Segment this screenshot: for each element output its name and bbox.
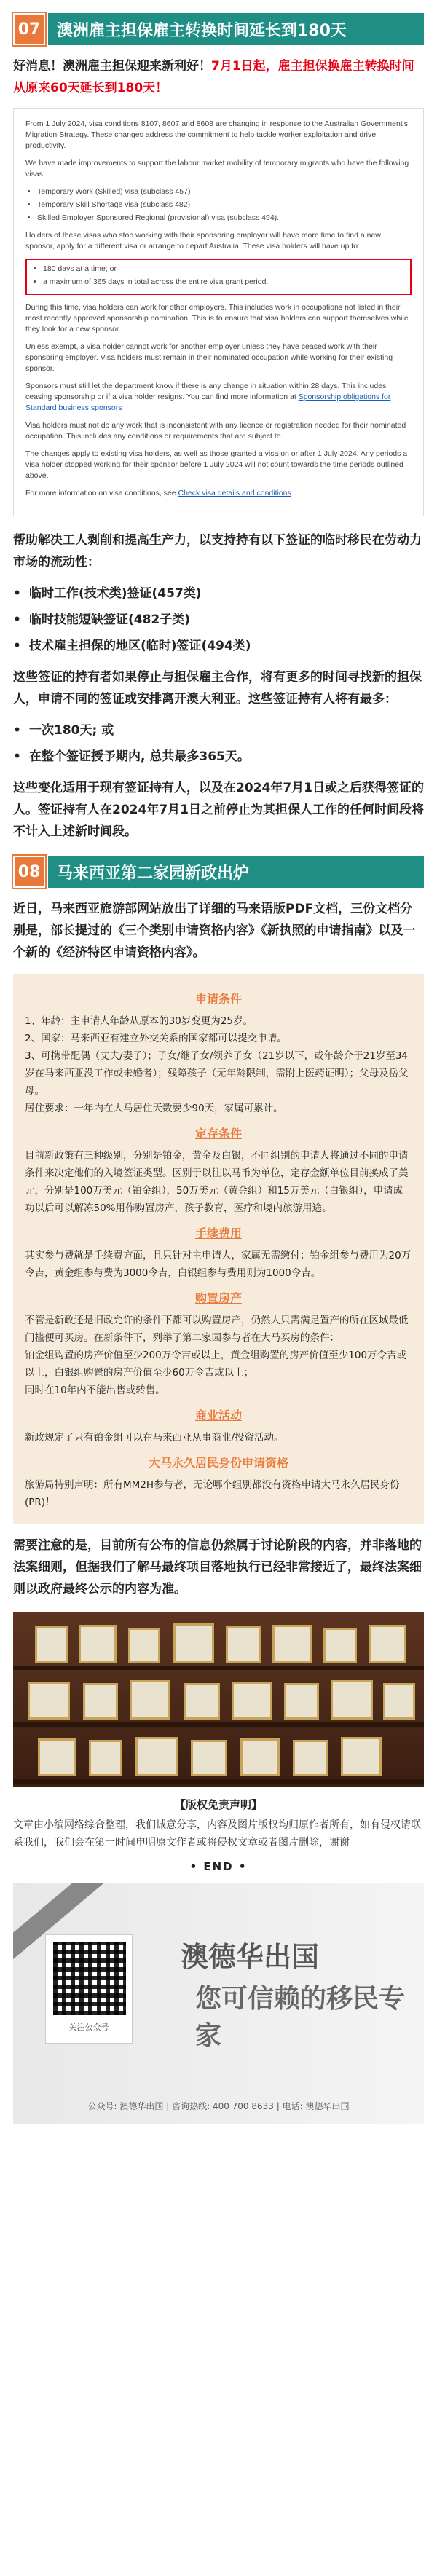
screenshot-paragraph	[25, 381, 412, 414]
visa-bullet-list	[13, 580, 424, 659]
section-header-08	[13, 856, 424, 888]
lead-highlight-text: 7月1日起，雇主担保换雇主转换时间从原来60天延长到180天！	[13, 59, 414, 95]
visa-conditions-link[interactable]: Check visa details and conditions	[178, 489, 291, 497]
bullet-icon: •	[13, 749, 21, 764]
body-paragraph: 需要注意的是，目前所有公布的信息仍然属于讨论阶段的内容，并非落地的法案细则，但据我们了解马最终项目落地执行已经非常接近了，最终法案细则以政府最终公示的内容为准。	[13, 1538, 422, 1596]
list-item	[13, 580, 424, 607]
list-item-text: 一次180天; 或	[29, 723, 114, 738]
list-item	[13, 633, 424, 659]
certificate-frame	[383, 1683, 415, 1720]
certificate-frame	[341, 1737, 382, 1776]
body-paragraph: 这些变化适用于现有签证持有人，以及在2024年7月1日或之后获得签证的人。签证持有人在2024年7月1日之前停止为其担保人工作的任何时间段将不计入上述新时间段。	[13, 781, 424, 839]
body-paragraph: 这些签证的持有者如果停止与担保雇主合作，将有更多的时间寻找新的担保人，申请不同的签证或安排离开澳大利亚。这些签证持有人将有最多：	[13, 670, 422, 706]
body-paragraph: 帮助解决工人剥削和提高生产力，以支持持有以下签证的临时移民在劳动力市场的流动性：	[13, 533, 422, 570]
end-marker: • END •	[189, 1860, 248, 1873]
rule-title: 手续费用	[194, 1226, 242, 1240]
screenshot-paragraph: Holders of these visas who stop working with their sponsoring employer will have more time to find a new sponsor, apply for a different visa or arrange to depart Australia. These visa holders will have up to:	[25, 231, 381, 251]
certificate-frame	[323, 1628, 357, 1663]
certificate-frame	[191, 1740, 227, 1776]
section-number: 07	[13, 13, 45, 45]
brand-name: 澳德华出国	[181, 1941, 320, 1973]
body-paragraph: 近日，马来西亚旅游部网站放出了详细的马来语版PDF文档，三份文档分别是，部长提过的《三个类别申请资格内容》《新执照的申请指南》以及一个新的《经济特区申请资格内容》。	[13, 902, 416, 960]
screenshot-limit-list	[43, 264, 404, 288]
certificate-frame	[331, 1680, 373, 1720]
rule-line: 不管是新政还是旧政允许的条件下都可以购置房产，仍然人只需满足置产的所在区域最低门槛便可买房。在新条件下，列举了第二家园参与者在大马买房的条件：	[25, 1315, 409, 1344]
sponsorship-obligations-link[interactable]: Sponsorship obligations for Standard business sponsors	[25, 393, 391, 412]
rule-line: 2、国家：马来西亚有建立外交关系的国家都可以提交申请。	[25, 1033, 287, 1044]
certificate-frame	[28, 1682, 70, 1720]
rule-text: 1、年龄：主申请人年龄从原本的30岁变更为25岁。	[25, 1015, 253, 1027]
list-item: • Temporary Skill Shortage visa (subclass 482)	[37, 200, 412, 210]
qr-label: 关注公众号	[68, 2022, 109, 2032]
certificate-frame	[226, 1626, 261, 1663]
footer-contact: 公众号: 澳德华出国 | 咨询热线: 400 700 8633 | 电话: 澳德华出国	[87, 2101, 350, 2111]
rule-line: 目前新政策有三种级别，分别是铂金，黄金及白银，不同组别的申请人将通过不同的申请条件来决定他们的入境签证类型。区别于以往以马币为单位，定存金额单位目前换成了美元，分别是100万美元（铂金组），50万美元（黄金组）和15万美元（白银组），申请成功以后可以解冻50%用作购置房产，孩子教育，医疗和境内旅游用途。	[25, 1150, 409, 1214]
section-header-07	[13, 13, 424, 45]
list-item	[13, 607, 424, 633]
certificate-frame	[232, 1682, 272, 1720]
lead-plain-text: 好消息！澳洲雇主担保迎来新利好！	[13, 59, 211, 74]
screenshot-paragraph: Visa holders must not do any work that is inconsistent with any licence or registration needed for their nominated occupation. This includes any conditions or requirements that are subject to.	[25, 421, 406, 441]
certificate-frame	[38, 1738, 76, 1776]
list-item: • Temporary Work (Skilled) visa (subclass 457)	[37, 186, 412, 197]
screenshot-paragraph: During this time, visa holders can work for other employers. This includes work in occupations not listed in their most recently approved sponsorship nomination. This is to ensure that visa holders can support themselves while they look for a new sponsor.	[25, 303, 409, 334]
certificate-frame	[173, 1623, 214, 1663]
screenshot-paragraph	[25, 488, 412, 499]
certificate-frame	[35, 1626, 68, 1663]
shelf	[13, 1722, 424, 1727]
rule-line: 新政规定了只有铂金组可以在马来西亚从事商业/投资活动。	[25, 1432, 284, 1443]
certificate-frame	[293, 1740, 328, 1776]
list-item: • a maximum of 365 days in total across the entire visa grant period.	[43, 277, 404, 288]
copyright-text: 文章由小编网络综合整理，我们诚意分享，内容及图片版权均归原作者所有，如有侵权请联系我们，我们会在第一时间申明原文作者或将侵权文章或者图片删除，谢谢	[13, 1819, 421, 1848]
certificate-frame	[184, 1683, 220, 1720]
rule-line: 同时在10年内不能出售或转售。	[25, 1384, 165, 1396]
section-title: 马来西亚第二家园新政出炉	[48, 856, 424, 888]
rule-title: 定存条件	[194, 1127, 242, 1141]
certificate-frame	[272, 1625, 312, 1663]
mm2h-rules-box	[13, 974, 424, 1524]
certificate-frame	[240, 1738, 280, 1776]
screenshot-text: For more information on visa conditions, see	[25, 489, 178, 497]
certificate-frame	[83, 1683, 118, 1720]
list-item: • 180 days at a time; or	[43, 264, 404, 275]
bullet-icon: •	[13, 639, 21, 653]
screenshot-paragraph: From 1 July 2024, visa conditions 8107, 8607 and 8608 are changing in response to the Australian Government's Migration Strategy. These changes address the commitment to help tackle worker exploitation and drive productivity.	[25, 119, 408, 150]
bullet-icon: •	[13, 723, 21, 738]
footer-banner	[13, 1883, 424, 2124]
rule-line: 3、可携带配偶（丈夫/妻子）；子女/继子女/领养子女（21岁以下，或年龄介于21岁至34岁在马来西亚没工作或未婚者）；残障孩子（无年龄限制，需附上医药证明）；父母及岳父母。	[25, 1050, 409, 1097]
highlight-box	[25, 259, 412, 295]
list-item	[13, 744, 424, 770]
rule-line: 旅游局特别声明：所有MM2H参与者，无论哪个组别都没有资格申请大马永久居民身份(PR)！	[25, 1479, 400, 1508]
section-number: 08	[13, 856, 45, 888]
rule-line: 其实参与费就是手续费方面，且只针对主申请人，家属无需缴付；铂金组参与费用为20万令吉，黄金组参与费为3000令吉，白银组参与费用则为1000令吉。	[25, 1250, 412, 1279]
rule-title: 大马永久居民身份申请资格	[148, 1456, 288, 1470]
qr-code-icon	[53, 1942, 126, 2015]
lead-paragraph	[13, 55, 424, 99]
rule-title: 购置房产	[194, 1291, 242, 1305]
list-item	[13, 717, 424, 744]
rule-line: 居住要求：一年内在大马居住天数要少90天，家属可累计。	[25, 1103, 283, 1114]
screenshot-paragraph: We have made improvements to support the labour market mobility of temporary migrants who have the following visas:	[25, 159, 409, 178]
certificate-frame	[128, 1628, 160, 1663]
rule-title: 商业活动	[194, 1409, 242, 1422]
bullet-icon: •	[13, 613, 21, 627]
screenshot-paragraph: Unless exempt, a visa holder cannot work for another employer unless they have ceased work with their sponsoring employer. Visa holders must remain in their nominated occupation while working for their existing sponsor.	[25, 342, 393, 373]
copyright-title: 【版权免责声明】	[174, 1798, 262, 1811]
certificate-frame	[79, 1625, 117, 1663]
certificate-frame	[135, 1737, 178, 1776]
list-item-text: 技术雇主担保的地区(临时)签证(494类)	[29, 639, 251, 653]
shelf	[13, 1666, 424, 1670]
certificate-frame	[89, 1740, 122, 1776]
rule-line: 铂金组购置的房产价值至少200万令吉或以上，黄金组购置的房产价值至少100万令吉或以上，白银组购置的房产价值至少60万令吉或以上；	[25, 1350, 407, 1379]
shelf	[13, 1779, 424, 1784]
screenshot-text: Sponsors must still let the department know if there is any change in situation within 28 days. This includes ceasing sponsorship or if a visa holder resigns. You can find more information at	[25, 382, 387, 401]
rule-line	[25, 1012, 412, 1030]
list-item-text: 在整个签证授予期内, 总共最多365天。	[29, 749, 250, 764]
certificates-photo	[13, 1612, 424, 1787]
certificate-frame	[284, 1683, 319, 1720]
section-title: 澳洲雇主担保雇主转换时间延长到180天	[48, 13, 424, 45]
qr-code[interactable]	[45, 1934, 133, 2044]
screenshot-visa-list	[37, 186, 412, 224]
list-item-text: 临时技能短缺签证(482子类)	[29, 613, 191, 627]
rule-title: 申请条件	[194, 992, 242, 1006]
certificate-frame	[130, 1680, 170, 1720]
limit-bullet-list	[13, 717, 424, 770]
article	[0, 13, 437, 2124]
bullet-icon: •	[13, 586, 21, 601]
screenshot-paragraph: The changes apply to existing visa holders, as well as those granted a visa on or after 1 July 2024. Any periods a visa holder stopped working for their sponsor before 1 July 2024 will not count towards the time periods outlined above.	[25, 449, 408, 480]
certificate-frame	[369, 1625, 406, 1663]
policy-screenshot	[13, 108, 424, 516]
list-item: • Skilled Employer Sponsored Regional (provisional) visa (subclass 494).	[37, 213, 412, 224]
list-item-text: 临时工作(技术类)签证(457类)	[29, 586, 202, 601]
brand-slogan: 您可信赖的移民专家	[195, 1984, 406, 2051]
